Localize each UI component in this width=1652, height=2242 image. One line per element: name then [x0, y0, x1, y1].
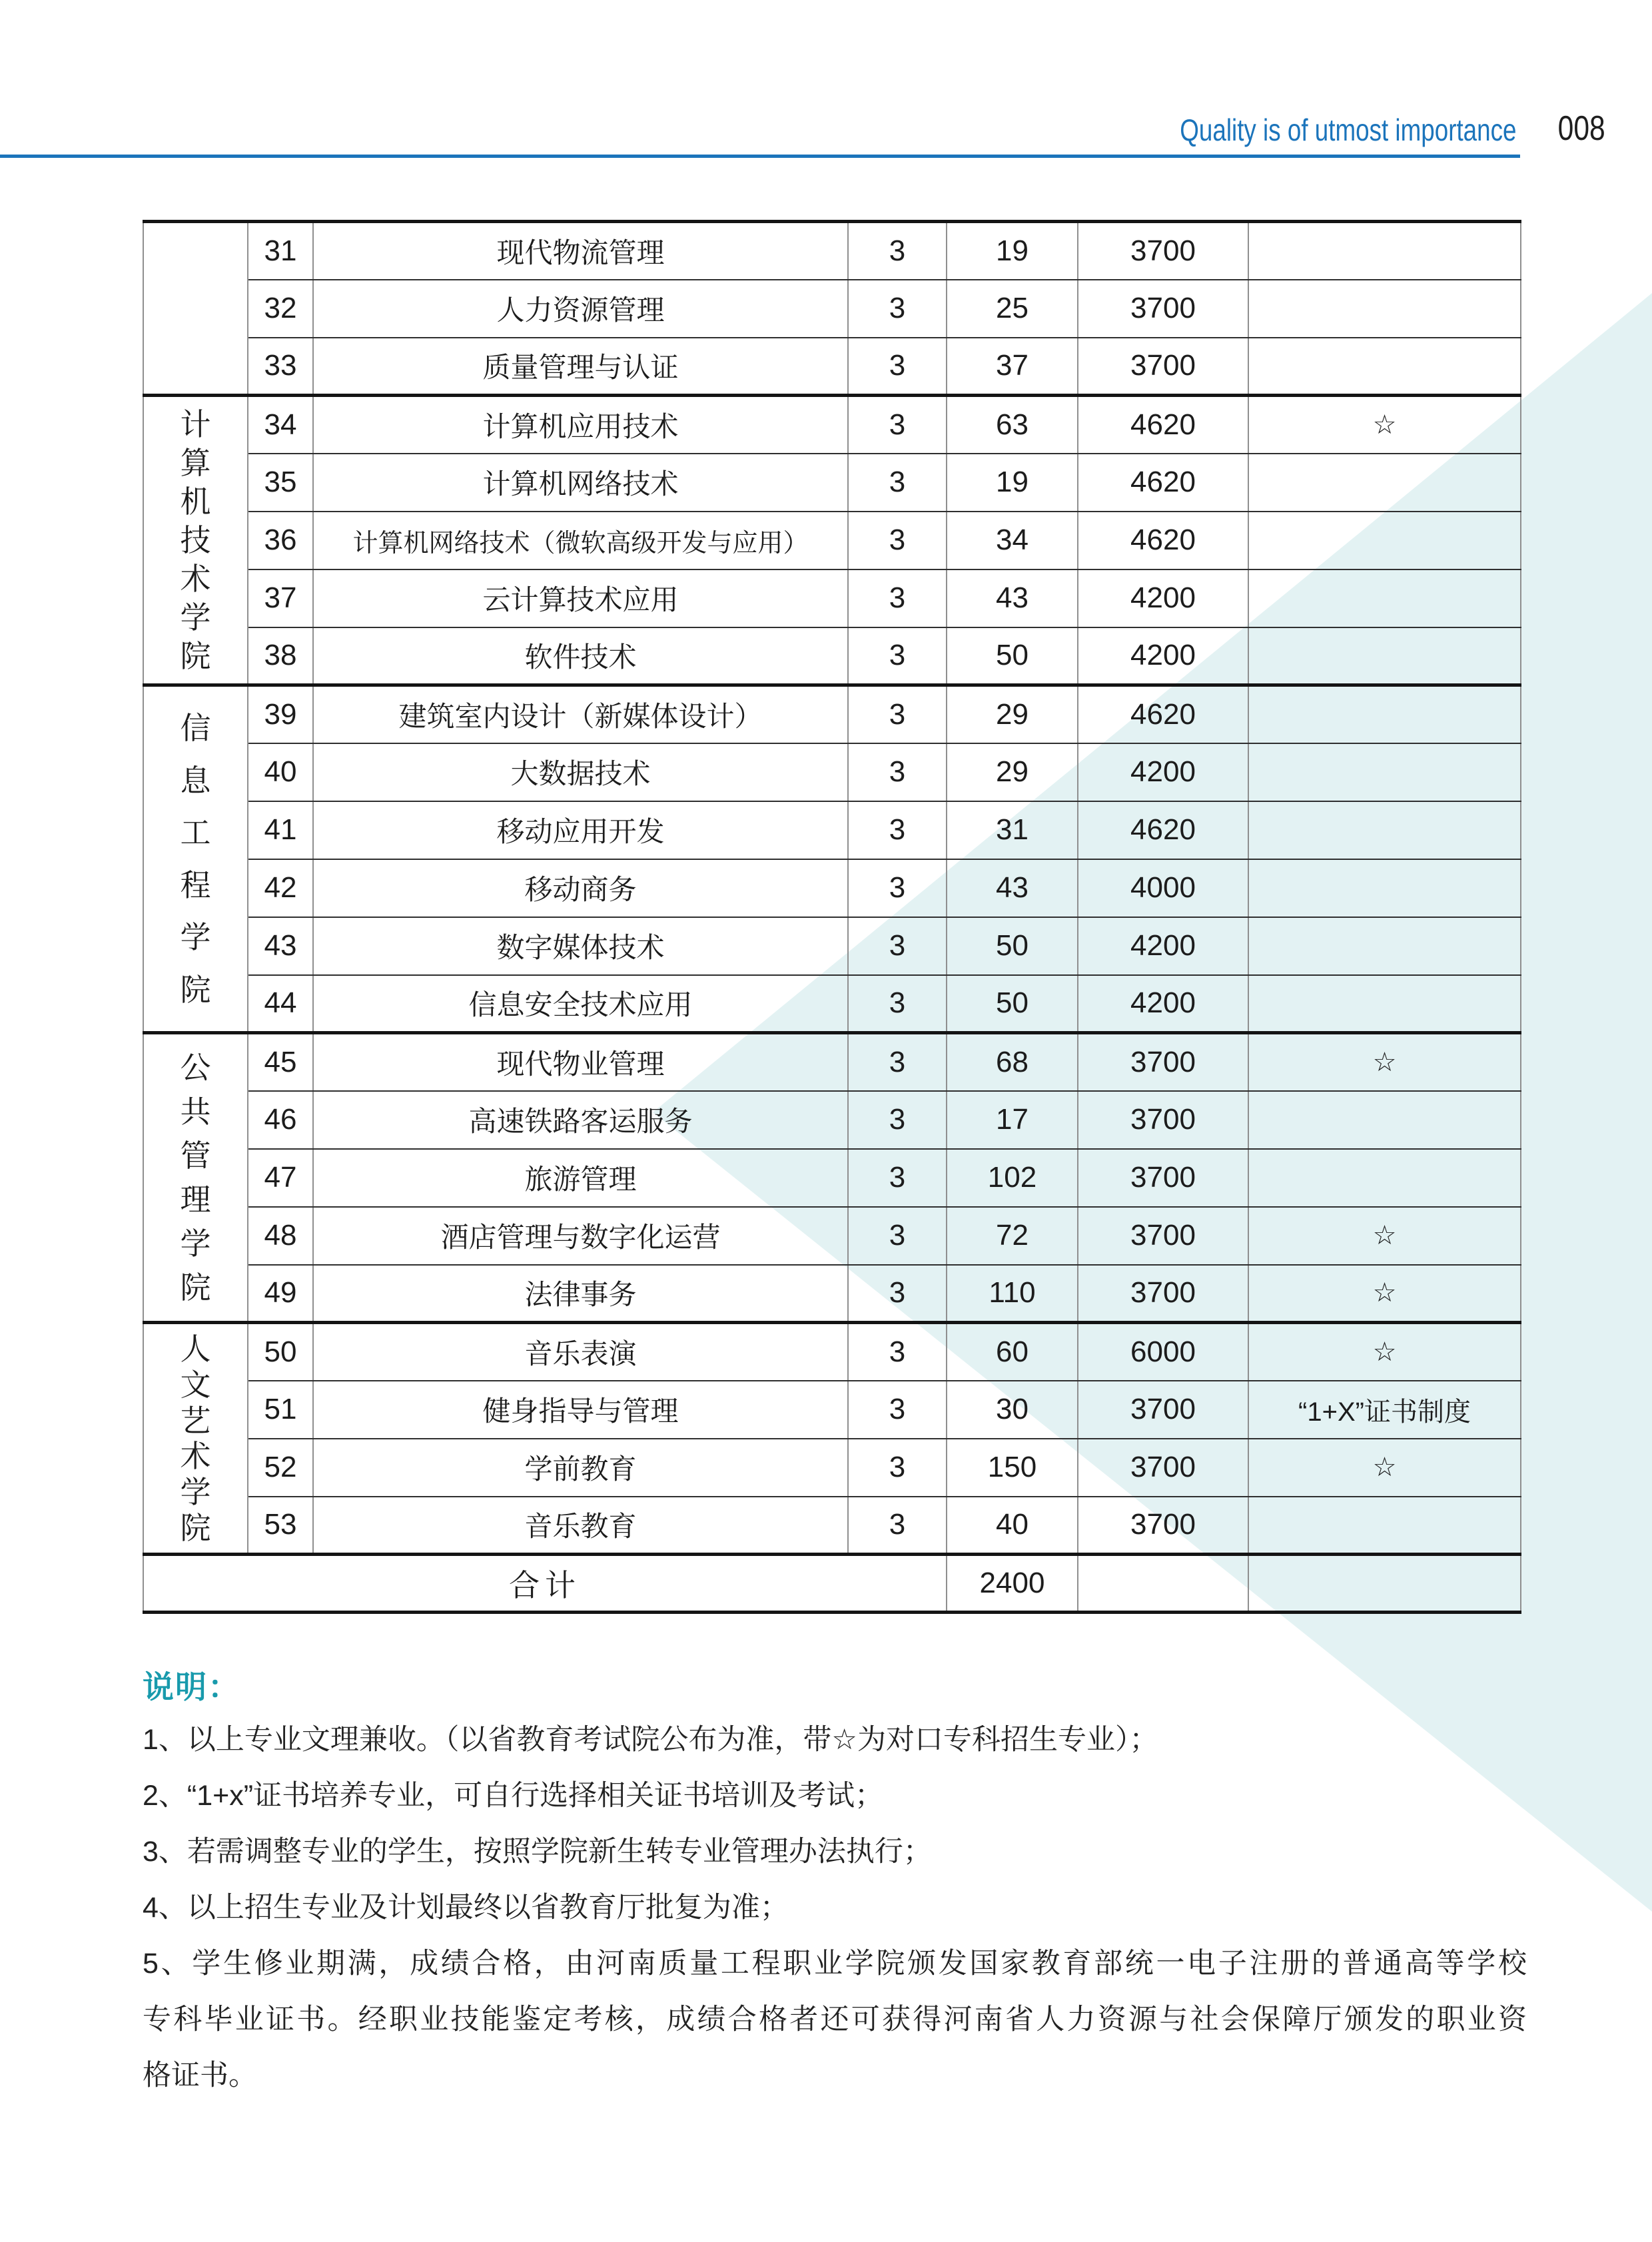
- table-row: [143, 1207, 1521, 1265]
- college-name-vertical: 人 文 艺 术 学 院: [180, 1331, 211, 1545]
- cell-plan: 50: [947, 975, 1078, 1033]
- cell-plan: 34: [947, 512, 1078, 569]
- cell-note: [1248, 743, 1521, 801]
- college-cell: [143, 685, 248, 1033]
- cell-tuition: 3700: [1078, 222, 1248, 280]
- cell-plan: 25: [947, 280, 1078, 338]
- notes-section: [143, 1663, 1527, 2103]
- cell-major: 现代物业管理: [313, 1033, 848, 1091]
- cell-tuition: 3700: [1078, 1381, 1248, 1439]
- cell-tuition: 3700: [1078, 1207, 1248, 1265]
- cell-note: [1248, 569, 1521, 627]
- cell-years: 3: [848, 1149, 947, 1207]
- table-row: [143, 1265, 1521, 1323]
- note-line: 1、以上专业文理兼收。（以省教育考试院公布为准，带☆为对口专科招生专业）；: [143, 1724, 1158, 1756]
- cell-major: 计算机网络技术（微软高级开发与应用）: [313, 512, 848, 569]
- cell-plan: 50: [947, 627, 1078, 685]
- cell-major: 健身指导与管理: [313, 1381, 848, 1439]
- cell-years: 3: [848, 222, 947, 280]
- cell-number: 37: [248, 569, 313, 627]
- cell-number: 35: [248, 454, 313, 512]
- cell-note: [1248, 280, 1521, 338]
- page-number: 008: [1557, 109, 1605, 148]
- total-tuition: [1078, 1555, 1248, 1613]
- cell-plan: 43: [947, 859, 1078, 917]
- college-cell: [143, 1033, 248, 1323]
- notes-list: [143, 1712, 1527, 2103]
- total-label: 合计: [143, 1555, 947, 1613]
- college-cell: [143, 222, 248, 396]
- cell-note: [1248, 222, 1521, 280]
- cell-plan: 110: [947, 1265, 1078, 1323]
- cell-years: 3: [848, 859, 947, 917]
- table-row: [143, 512, 1521, 569]
- cell-number: 34: [248, 396, 313, 454]
- cell-note: [1248, 917, 1521, 975]
- cell-number: 43: [248, 917, 313, 975]
- cell-note: [1248, 338, 1521, 396]
- table-row: [143, 396, 1521, 454]
- cell-number: 46: [248, 1091, 313, 1149]
- cell-years: 3: [848, 1439, 947, 1497]
- cell-years: 3: [848, 1091, 947, 1149]
- cell-tuition: 4000: [1078, 859, 1248, 917]
- total-row: [143, 1555, 1521, 1613]
- table-row: [143, 1439, 1521, 1497]
- table-row: [143, 569, 1521, 627]
- cell-tuition: 3700: [1078, 1091, 1248, 1149]
- cell-tuition: 4620: [1078, 396, 1248, 454]
- cell-years: 3: [848, 569, 947, 627]
- cell-number: 41: [248, 801, 313, 859]
- cell-major: 质量管理与认证: [313, 338, 848, 396]
- cell-tuition: 4620: [1078, 512, 1248, 569]
- cell-plan: 19: [947, 454, 1078, 512]
- cell-major: 音乐表演: [313, 1323, 848, 1381]
- cell-years: 3: [848, 454, 947, 512]
- cell-major: 软件技术: [313, 627, 848, 685]
- cell-tuition: 3700: [1078, 1149, 1248, 1207]
- table-row: [143, 917, 1521, 975]
- cell-number: 53: [248, 1497, 313, 1555]
- table-row: [143, 685, 1521, 743]
- college-name-vertical: [144, 228, 247, 390]
- cell-note: [1248, 975, 1521, 1033]
- table-row: [143, 1497, 1521, 1555]
- cell-major: 大数据技术: [313, 743, 848, 801]
- cell-note: [1248, 1149, 1521, 1207]
- cell-major: 云计算技术应用: [313, 569, 848, 627]
- cell-major: 移动商务: [313, 859, 848, 917]
- cell-tuition: 3700: [1078, 1265, 1248, 1323]
- cell-plan: 50: [947, 917, 1078, 975]
- table-row: [143, 801, 1521, 859]
- cell-tuition: 3700: [1078, 338, 1248, 396]
- cell-plan: 30: [947, 1381, 1078, 1439]
- note-line: 5、学生修业期满，成绩合格，由河南质量工程职业学院颁发国家教育部统一电子注册的普通高等学校: [143, 1948, 1527, 1980]
- cell-plan: 102: [947, 1149, 1078, 1207]
- cell-years: 3: [848, 280, 947, 338]
- cell-note: [1248, 685, 1521, 743]
- cell-number: 45: [248, 1033, 313, 1091]
- college-name-vertical: 公 共 管 理 学 院: [180, 1050, 211, 1306]
- cell-plan: 60: [947, 1323, 1078, 1381]
- cell-note: [1248, 859, 1521, 917]
- header-slogan: Quality is of utmost importance: [1179, 113, 1516, 147]
- cell-number: 33: [248, 338, 313, 396]
- cell-tuition: 4200: [1078, 627, 1248, 685]
- cell-tuition: 4200: [1078, 975, 1248, 1033]
- cell-number: 32: [248, 280, 313, 338]
- cell-major: 学前教育: [313, 1439, 848, 1497]
- table-row: [143, 338, 1521, 396]
- college-cell: [143, 396, 248, 685]
- cell-tuition: 3700: [1078, 280, 1248, 338]
- cell-major: 信息安全技术应用: [313, 975, 848, 1033]
- cell-years: 3: [848, 396, 947, 454]
- cell-plan: 37: [947, 338, 1078, 396]
- cell-years: 3: [848, 685, 947, 743]
- cell-tuition: 3700: [1078, 1439, 1248, 1497]
- cell-years: 3: [848, 801, 947, 859]
- cell-number: 49: [248, 1265, 313, 1323]
- cell-number: 36: [248, 512, 313, 569]
- cell-years: 3: [848, 338, 947, 396]
- cell-tuition: 4620: [1078, 685, 1248, 743]
- table-row: [143, 859, 1521, 917]
- cell-note: [1248, 454, 1521, 512]
- cell-years: 3: [848, 1497, 947, 1555]
- note-line: 2、“1+x”证书培养专业，可自行选择相关证书培训及考试；: [143, 1780, 884, 1812]
- cell-note: [1248, 512, 1521, 569]
- cell-plan: 29: [947, 685, 1078, 743]
- note-line: 4、以上招生专业及计划最终以省教育厅批复为准；: [143, 1892, 789, 1924]
- cell-note: ☆: [1248, 396, 1521, 454]
- cell-plan: 150: [947, 1439, 1078, 1497]
- cell-note: ☆: [1248, 1033, 1521, 1091]
- cell-note: [1248, 627, 1521, 685]
- cell-years: 3: [848, 1265, 947, 1323]
- cell-plan: 31: [947, 801, 1078, 859]
- table-row: [143, 1323, 1521, 1381]
- cell-plan: 43: [947, 569, 1078, 627]
- table-row: [143, 1149, 1521, 1207]
- table-row: [143, 743, 1521, 801]
- college-name-vertical: 信 息 工 程 学 院: [180, 711, 211, 1007]
- cell-years: 3: [848, 1381, 947, 1439]
- note-line: 格证书。: [143, 2059, 257, 2091]
- cell-note: [1248, 1091, 1521, 1149]
- cell-plan: 68: [947, 1033, 1078, 1091]
- notes-heading: 说明：: [143, 1669, 240, 1704]
- table-row: [143, 1033, 1521, 1091]
- cell-tuition: 4620: [1078, 801, 1248, 859]
- cell-major: 计算机网络技术: [313, 454, 848, 512]
- cell-plan: 19: [947, 222, 1078, 280]
- cell-years: 3: [848, 743, 947, 801]
- table-row: [143, 1091, 1521, 1149]
- cell-number: 44: [248, 975, 313, 1033]
- cell-years: 3: [848, 1323, 947, 1381]
- cell-tuition: 4200: [1078, 569, 1248, 627]
- cell-years: 3: [848, 917, 947, 975]
- cell-plan: 63: [947, 396, 1078, 454]
- cell-major: 建筑室内设计（新媒体设计）: [313, 685, 848, 743]
- cell-major: 数字媒体技术: [313, 917, 848, 975]
- enrollment-plan-table: [143, 220, 1521, 1614]
- table-row: [143, 454, 1521, 512]
- cell-number: 48: [248, 1207, 313, 1265]
- cell-number: 42: [248, 859, 313, 917]
- total-plan: 2400: [947, 1555, 1078, 1613]
- cell-years: 3: [848, 975, 947, 1033]
- cell-plan: 72: [947, 1207, 1078, 1265]
- cell-number: 52: [248, 1439, 313, 1497]
- table-row: [143, 1381, 1521, 1439]
- cell-major: 酒店管理与数字化运营: [313, 1207, 848, 1265]
- cell-number: 50: [248, 1323, 313, 1381]
- plan-table-body: [143, 222, 1521, 1613]
- cell-note: ☆: [1248, 1323, 1521, 1381]
- cell-plan: 40: [947, 1497, 1078, 1555]
- cell-plan: 29: [947, 743, 1078, 801]
- college-name-vertical: 计 算 机 技 术 学 院: [180, 407, 211, 673]
- cell-major: 人力资源管理: [313, 280, 848, 338]
- total-note: [1248, 1555, 1521, 1613]
- table-row: [143, 975, 1521, 1033]
- table-row: [143, 627, 1521, 685]
- cell-major: 旅游管理: [313, 1149, 848, 1207]
- cell-number: 38: [248, 627, 313, 685]
- cell-number: 51: [248, 1381, 313, 1439]
- cell-tuition: 4620: [1078, 454, 1248, 512]
- cell-years: 3: [848, 1207, 947, 1265]
- cell-plan: 17: [947, 1091, 1078, 1149]
- cell-years: 3: [848, 1033, 947, 1091]
- cell-tuition: 6000: [1078, 1323, 1248, 1381]
- cell-note: [1248, 801, 1521, 859]
- cell-tuition: 4200: [1078, 917, 1248, 975]
- cell-major: 计算机应用技术: [313, 396, 848, 454]
- note-line: 3、若需调整专业的学生，按照学院新生转专业管理办法执行；: [143, 1836, 932, 1868]
- cell-number: 39: [248, 685, 313, 743]
- cell-note: ☆: [1248, 1265, 1521, 1323]
- cell-note: [1248, 1497, 1521, 1555]
- note-line: 专科毕业证书。经职业技能鉴定考核，成绩合格者还可获得河南省人力资源与社会保障厅颁发的职业资: [143, 2004, 1527, 2036]
- cell-major: 高速铁路客运服务: [313, 1091, 848, 1149]
- table-row: [143, 222, 1521, 280]
- college-cell: [143, 1323, 248, 1555]
- cell-note: ☆: [1248, 1207, 1521, 1265]
- cell-major: 法律事务: [313, 1265, 848, 1323]
- cell-number: 31: [248, 222, 313, 280]
- cell-number: 40: [248, 743, 313, 801]
- cell-major: 现代物流管理: [313, 222, 848, 280]
- cell-years: 3: [848, 512, 947, 569]
- cell-tuition: 3700: [1078, 1033, 1248, 1091]
- table-row: [143, 280, 1521, 338]
- cell-years: 3: [848, 627, 947, 685]
- cell-note: “1+X”证书制度: [1248, 1381, 1521, 1439]
- cell-major: 移动应用开发: [313, 801, 848, 859]
- cell-major: 音乐教育: [313, 1497, 848, 1555]
- cell-tuition: 3700: [1078, 1497, 1248, 1555]
- header-rule: [0, 155, 1520, 158]
- cell-tuition: 4200: [1078, 743, 1248, 801]
- cell-number: 47: [248, 1149, 313, 1207]
- cell-note: ☆: [1248, 1439, 1521, 1497]
